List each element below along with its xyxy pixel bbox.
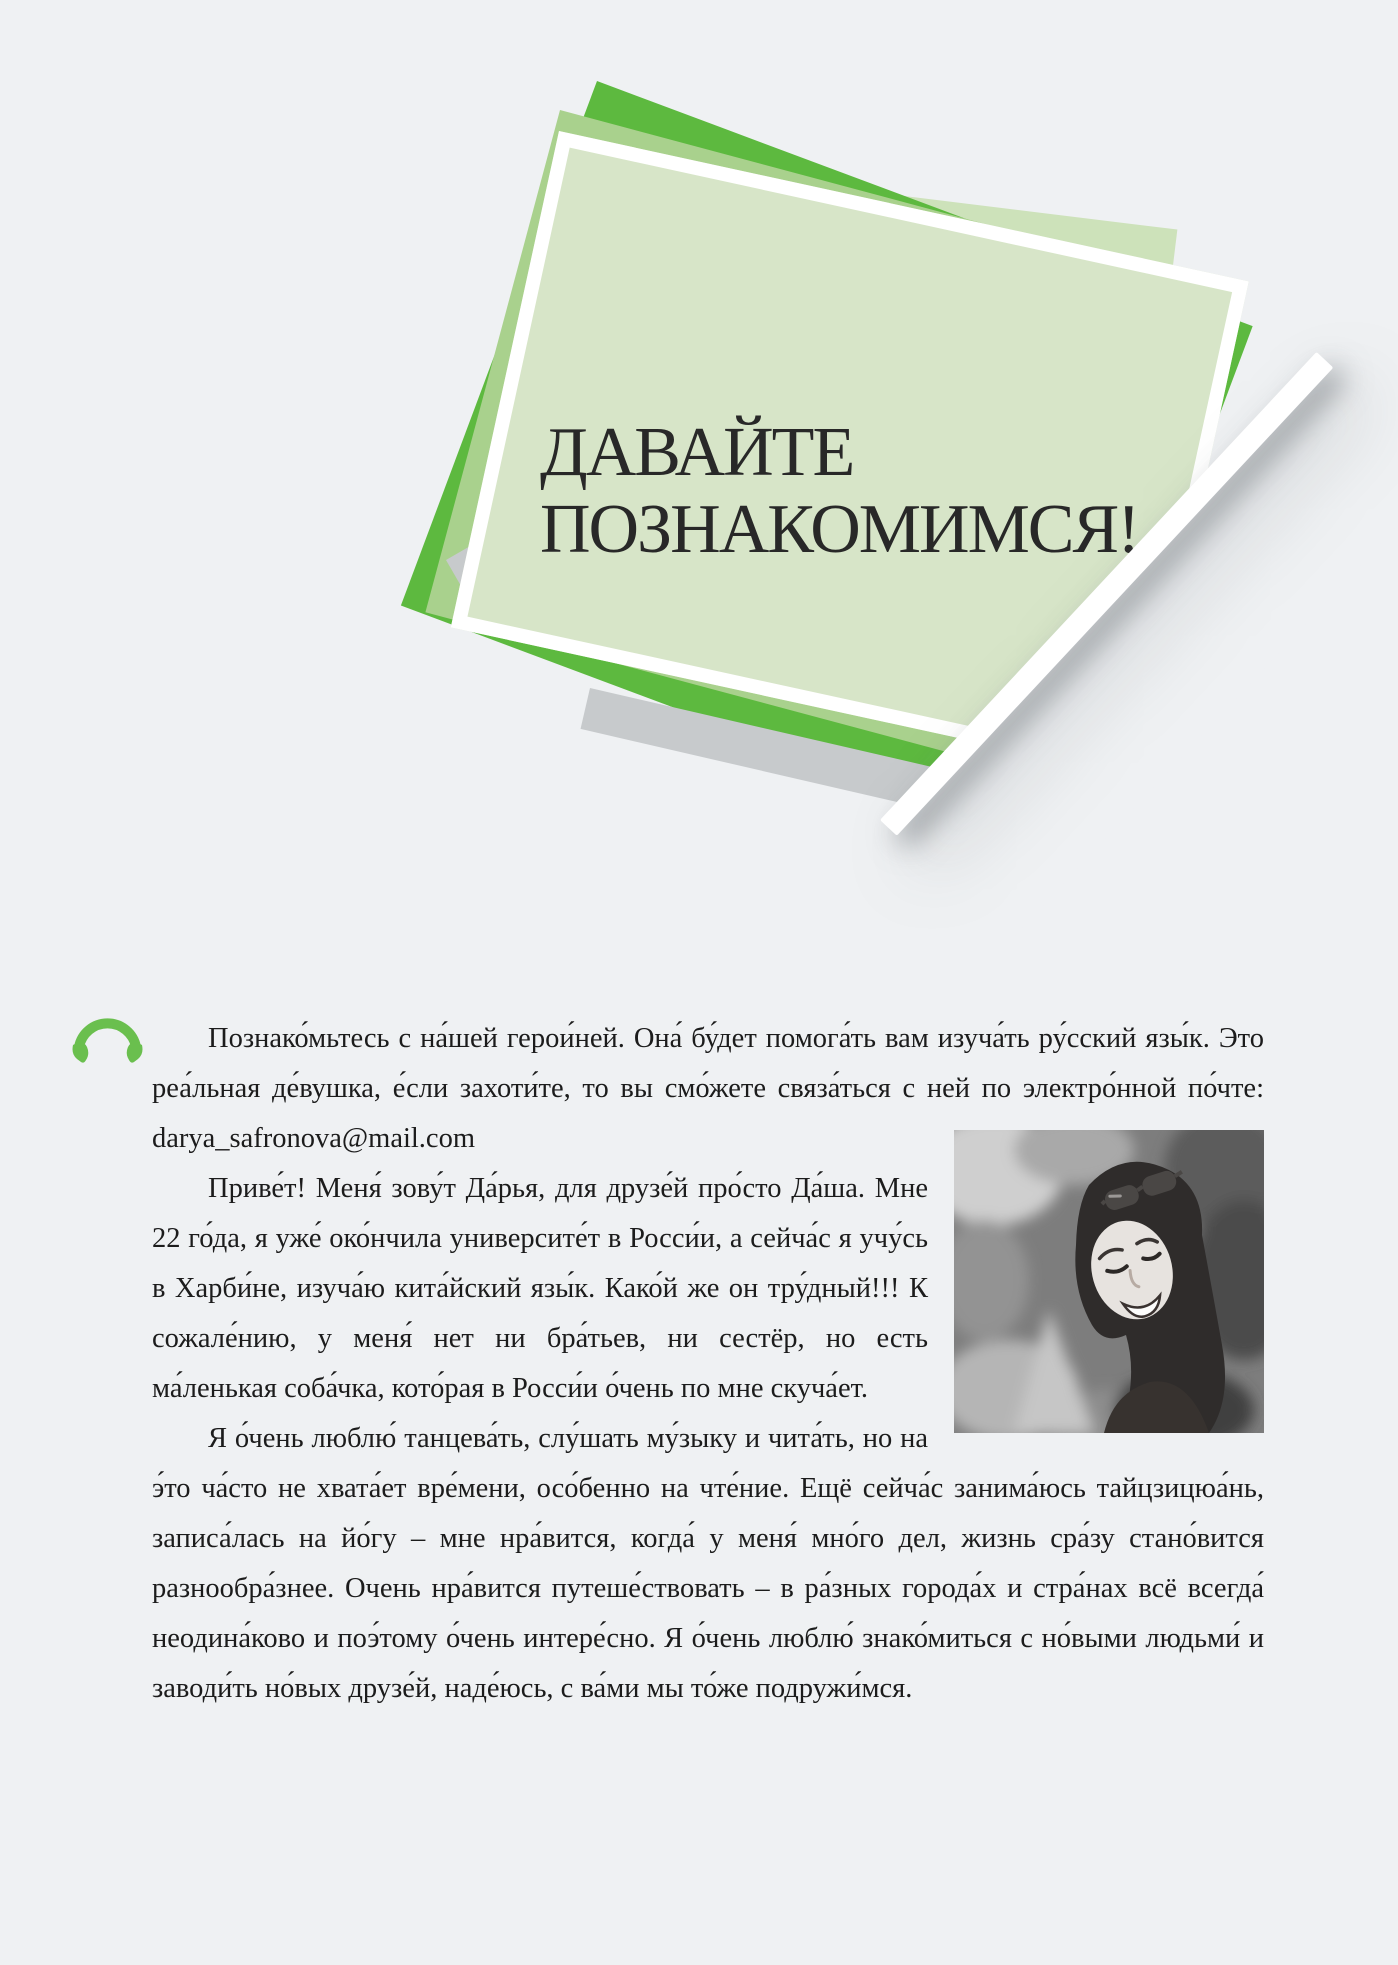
paragraph-2-text: Приве́т! Меня́ зову́т Да́рья, для друзе́й про́сто Да́ша. Мне 22 го́да, я уже́ око́нчила университе́т в Росси́и, а сейча́с я учу́сь в Харби́не, изуча́ю кита́йский язы́к. Како́й же он тру́дный!!! К сожале́нию, у меня́ нет ни бра́тьев, ни сестёр, но есть ма́ленькая соба́чка, кото́рая в Росси́и о́чень по мне скуча́ет. [152, 1173, 928, 1404]
paragraph-1-text: Познако́мьтесь с на́шей герои́ней. Она́ бу́дет помога́ть вам изуча́ть ру́сский язы́к. Это реа́льная де́вушка, е́сли захоти́те, то вы смо́жете связа́ться с ней по электро́нной по́чте: darya_safronova@mail.com [152, 1023, 1264, 1154]
paragraph-3 [152, 1414, 1264, 1714]
photo-darya [954, 1130, 1264, 1433]
paragraph-3-text: Я о́чень люблю́ танцева́ть, слу́шать му́зыку и чита́ть, но на э́то ча́сто не хвата́ет вре́мени, осо́бенно на чте́ние. Ещё сейча́с занима́юсь тайцзицюа́нь, записа́лась на йо́гу – мне нра́вится, когда́ у меня́ мно́го дел, жизнь сра́зу стано́вится разнообра́знее. Очень нра́вится путеше́ствовать – в ра́зных города́х и стра́нах всё всегда́ неодина́ково и поэ́тому о́чень интере́сно. Я о́чень люблю́ знако́миться с но́выми людьми́ и заводи́ть но́вых друзе́й, наде́юсь, с ва́ми мы то́же подружи́мся. [152, 1423, 1264, 1704]
page-title-line2: ПОЗНАКОМИМСЯ! [540, 491, 1139, 568]
page-title [540, 414, 1139, 568]
header-collage [0, 0, 1398, 900]
headphones-icon [65, 1005, 150, 1063]
page-title-line1: ДАВАЙТЕ [540, 414, 854, 491]
article-text [152, 1014, 1264, 1714]
paragraph-2 [152, 1164, 1264, 1414]
